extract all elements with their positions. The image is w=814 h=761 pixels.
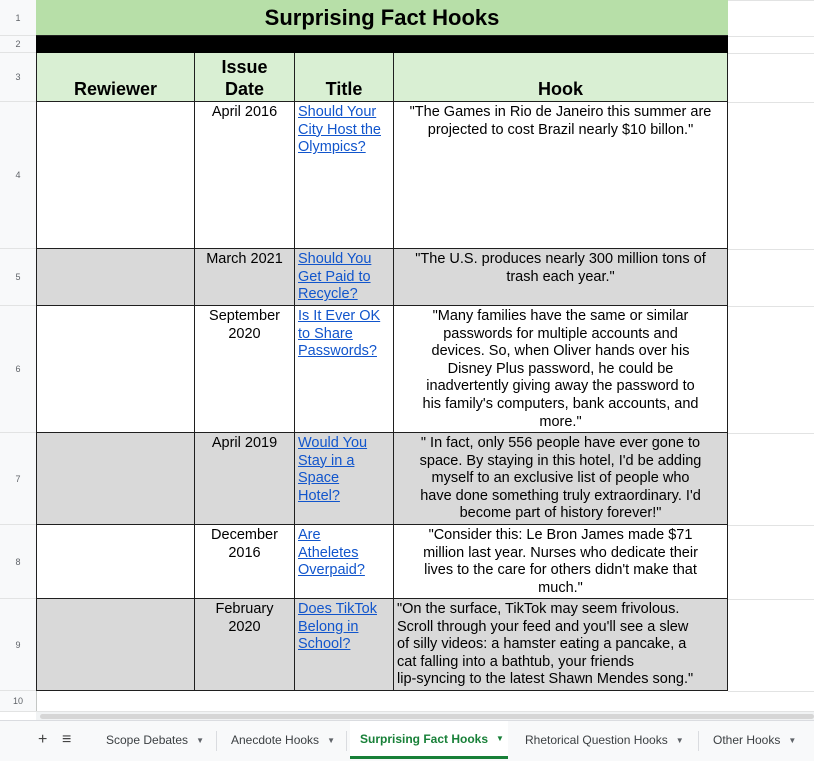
grid-line [728, 433, 814, 434]
hook-line: more." [539, 413, 582, 430]
title-link-line[interactable]: Atheletes [298, 544, 359, 561]
hook-cell[interactable] [394, 599, 728, 691]
row-header-9[interactable]: 9 [0, 599, 36, 691]
issue-date-cell[interactable] [195, 599, 295, 691]
hook-line: inadvertently giving away the password to [426, 378, 695, 395]
hook-cell[interactable] [394, 433, 728, 525]
hook-line: much." [538, 579, 583, 596]
row-header-6[interactable]: 6 [0, 306, 36, 433]
issue-date-cell[interactable] [195, 433, 295, 525]
title-link-line[interactable]: School? [298, 636, 351, 653]
hook-cell[interactable] [394, 306, 728, 433]
title-link-line[interactable]: Should Your [298, 104, 377, 120]
row-header-1[interactable]: 1 [0, 0, 36, 36]
issue-date-cell[interactable] [195, 249, 295, 306]
issue-date-line1: April 2019 [211, 435, 278, 451]
hook-line: become part of history forever!" [459, 505, 662, 522]
title-link-line[interactable]: Stay in a [298, 452, 355, 469]
tab-label: Anecdote Hooks [231, 733, 320, 747]
header-reviewer[interactable]: Rewiewer [36, 53, 195, 102]
black-divider-row[interactable] [36, 36, 728, 53]
hook-line: cat falling into a bathtub, your friends [397, 653, 634, 670]
issue-date-line1: September [209, 308, 280, 324]
chevron-down-icon[interactable]: ▼ [327, 735, 335, 745]
issue-date-cell[interactable] [195, 525, 295, 599]
hook-cell[interactable] [394, 525, 728, 599]
title-link-line[interactable]: Is It Ever OK [298, 308, 381, 324]
tab-label: Rhetorical Question Hooks [525, 733, 668, 747]
title-link-line[interactable]: City Host the [298, 121, 381, 138]
header-title[interactable]: Title [295, 53, 394, 102]
title-link-cell[interactable] [295, 599, 394, 691]
hook-cell[interactable] [394, 249, 728, 306]
title-link-cell[interactable] [295, 525, 394, 599]
hook-line: have done something truly extraordinary. I'd [420, 487, 701, 504]
row-headers [0, 0, 37, 712]
grid-line [728, 691, 814, 692]
header-issue-date-line1: Issue [221, 57, 268, 77]
tab-surprising-fact-hooks[interactable] [350, 721, 508, 759]
hook-cell[interactable] [394, 102, 728, 249]
row-header-4[interactable]: 4 [0, 102, 36, 249]
row-header-10[interactable]: 10 [0, 691, 36, 712]
tab-rhetorical-question-hooks[interactable] [515, 721, 694, 759]
header-issue-date[interactable] [195, 53, 295, 102]
chevron-down-icon[interactable]: ▼ [196, 735, 204, 745]
hook-line: "Consider this: Le Bron James made $71 [428, 527, 693, 543]
add-sheet-icon[interactable]: + [38, 731, 48, 748]
reviewer-cell[interactable] [36, 102, 195, 249]
tab-divider [698, 731, 699, 751]
title-link-line[interactable]: to Share [298, 325, 353, 342]
all-sheets-icon[interactable]: ≡ [62, 731, 72, 748]
hook-line: space. By staying in this hotel, I'd be adding [419, 452, 702, 469]
title-link-cell[interactable] [295, 433, 394, 525]
grid-line [728, 36, 814, 37]
title-link-cell[interactable] [295, 249, 394, 306]
row-header-5[interactable]: 5 [0, 249, 36, 306]
issue-date-cell[interactable] [195, 306, 295, 433]
hook-line: Disney Plus password, he could be [447, 360, 674, 377]
title-link-line[interactable]: Does TikTok [298, 601, 377, 617]
row-header-3[interactable]: 3 [0, 53, 36, 102]
tab-label: Other Hooks [713, 733, 781, 747]
row-header-7[interactable]: 7 [0, 433, 36, 525]
title-link-line[interactable]: Are [298, 527, 321, 543]
hook-line: trash each year." [506, 268, 615, 285]
grid-line [728, 102, 814, 103]
reviewer-cell[interactable] [36, 433, 195, 525]
issue-date-line2: 2020 [228, 618, 261, 635]
grid-line [728, 249, 814, 250]
title-link-line[interactable]: Space [298, 470, 340, 487]
tab-divider [346, 731, 347, 751]
title-link-line[interactable]: Get Paid to [298, 268, 371, 285]
title-link-line[interactable]: Recycle? [298, 286, 358, 303]
tab-other-hooks[interactable] [703, 721, 806, 759]
scrollbar-thumb[interactable] [40, 714, 814, 719]
title-link-line[interactable]: Passwords? [298, 343, 377, 360]
issue-date-line1: February [215, 601, 274, 617]
grid-line [728, 53, 814, 54]
chevron-down-icon[interactable]: ▼ [675, 735, 684, 745]
hook-line: lives to the care for others didn't make that [424, 562, 697, 579]
hook-line: myself to an exclusive list of people who [431, 470, 690, 487]
reviewer-cell[interactable] [36, 525, 195, 599]
reviewer-cell[interactable] [36, 249, 195, 306]
hook-line: passwords for multiple accounts and [443, 325, 678, 342]
hook-line: "The U.S. produces nearly 300 million tons of [415, 251, 706, 267]
hook-line: "On the surface, TikTok may seem frivolous. [397, 601, 680, 617]
hook-line: devices. So, when Oliver hands over his [431, 343, 690, 360]
title-link-line[interactable]: Overpaid? [298, 562, 365, 579]
issue-date-cell[interactable] [195, 102, 295, 249]
hook-line: lip-syncing to the latest Shawn Mendes song." [397, 671, 694, 688]
issue-date-line2: 2016 [228, 544, 261, 561]
title-link-cell[interactable] [295, 306, 394, 433]
row-header-8[interactable]: 8 [0, 525, 36, 599]
issue-date-line1: December [211, 527, 278, 543]
title-link-line[interactable]: Would You [298, 435, 368, 451]
title-link-line[interactable]: Belong in [298, 618, 359, 635]
row-header-2[interactable]: 2 [0, 36, 36, 53]
reviewer-cell[interactable] [36, 306, 195, 433]
sheet-tab-bar [0, 720, 814, 761]
tab-scope-debates[interactable] [96, 721, 214, 759]
sheet-title-cell[interactable]: Surprising Fact Hooks [36, 0, 728, 36]
grid-line [728, 0, 814, 1]
tab-label: Scope Debates [106, 733, 189, 747]
grid-line [728, 599, 814, 600]
title-link-cell[interactable] [295, 102, 394, 249]
header-hook[interactable]: Hook [394, 53, 728, 102]
chevron-down-icon[interactable]: ▼ [496, 734, 504, 743]
hook-line: "Many families have the same or similar [432, 308, 689, 324]
hook-line: Scroll through your feed and you'll see a slew [397, 618, 689, 635]
chevron-down-icon[interactable]: ▼ [788, 735, 797, 745]
hook-line: his family's computers, bank accounts, and [422, 395, 699, 412]
tab-divider [216, 731, 217, 751]
title-link-line[interactable]: Hotel? [298, 487, 340, 504]
issue-date-line1: March 2021 [206, 251, 283, 267]
title-link-line[interactable]: Olympics? [298, 139, 366, 156]
reviewer-cell[interactable] [36, 599, 195, 691]
issue-date-line2: 2020 [228, 325, 261, 342]
hook-line: projected to cost Brazil nearly $10 billon." [427, 121, 694, 138]
hook-line: "The Games in Rio de Janeiro this summer are [409, 104, 712, 120]
grid-line [728, 525, 814, 526]
issue-date-line1: April 2016 [211, 104, 278, 120]
grid-line [728, 306, 814, 307]
header-issue-date-line2: Date [224, 79, 264, 99]
hook-line: " In fact, only 556 people have ever gone to [420, 435, 701, 451]
tab-anecdote-hooks[interactable] [221, 721, 345, 759]
title-link-line[interactable]: Should You [298, 251, 372, 267]
hook-line: of silly videos: a hamster eating a pancake, a [397, 636, 687, 653]
tab-label: Surprising Fact Hooks [360, 731, 489, 746]
hook-line: million last year. Nurses who dedicate their [423, 544, 698, 561]
